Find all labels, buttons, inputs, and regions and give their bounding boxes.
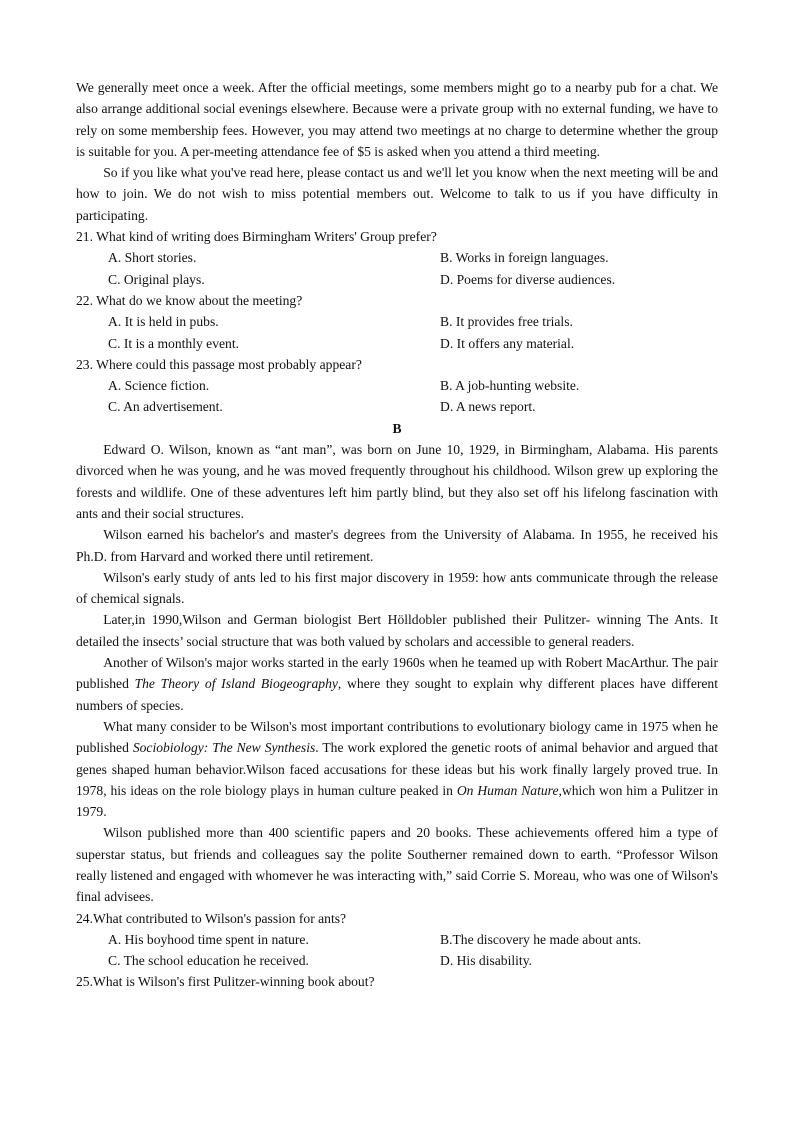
text-segment: What many consider to be Wilson's most important contributions to evolutionary biology came in 1975 when he published [76, 718, 718, 756]
question-25 [76, 971, 718, 992]
text-segment: . The work explored the genetic roots of animal behavior and argued that genes shaped human behavior.Wilson faced accusations for these ideas but his work finally largely proved true. In 1978, his ideas on the role biology plays in human culture peaked in [76, 740, 718, 798]
option-d: D. His disability. [440, 953, 533, 969]
option-a: A. His boyhood time spent in nature. [108, 931, 309, 947]
book-title: On Human Nature [456, 782, 559, 798]
text-segment: ,which won him a Pulitzer in 1979. [76, 782, 718, 820]
question-stem: 24.What contributed to Wilson's passion for ants? [76, 910, 347, 926]
section-heading: B [392, 420, 402, 436]
option-c: C. Original plays. [108, 271, 205, 287]
passage-b-paragraph-7: Wilson published more than 400 scientific papers and 20 books. These achievements offered him a type of superstar status, but friends and colleagues say the polite Southerner remained down to earth. “Professor Wilson really listened and engaged with whomever he was interacting with,” said Corrie S. Moreau, who was one of Wilson's final advisees. [76, 825, 718, 905]
question-stem: 21. What kind of writing does Birmingham Writers' Group prefer? [76, 229, 437, 245]
text-segment: , where they sought to explain why different places have different numbers of species. [76, 676, 718, 713]
question-stem: 22. What do we know about the meeting? [76, 292, 303, 308]
question-23 [76, 354, 718, 418]
option-list [76, 375, 718, 418]
passage-b-paragraph-6 [76, 716, 718, 822]
option-a: A. Science fiction. [108, 378, 210, 394]
option-list [76, 247, 718, 290]
option-d: D. A news report. [440, 399, 536, 415]
option-d: D. Poems for diverse audiences. [440, 271, 616, 287]
book-title: The Theory of Island Biogeography [134, 676, 338, 692]
passage-a-paragraph-2: So if you like what you've read here, please contact us and we'll let you know when the next meeting will be and how to join. We do not wish to miss potential members out. Welcome to talk to us if you have difficulty in participating. [76, 165, 718, 223]
option-list [76, 929, 718, 972]
option-b: B.The discovery he made about ants. [440, 931, 642, 947]
option-list [76, 311, 718, 354]
option-c: C. It is a monthly event. [108, 335, 240, 351]
text-segment: Another of Wilson's major works started in the early 1960s when he teamed up with Robert MacArthur. The pair published [76, 655, 718, 692]
option-d: D. It offers any material. [440, 335, 575, 351]
question-stem: 25.What is Wilson's first Pulitzer-winning book about? [76, 974, 375, 990]
question-21 [76, 226, 718, 290]
passage-b-paragraph-4: Later,in 1990,Wilson and German biologist Bert Hölldobler published their Pulitzer- winning The Ants. It detailed the insects’ social structure that was both valued by scholars and accessible to general readers. [76, 612, 718, 649]
option-c: C. The school education he received. [108, 953, 309, 969]
document-page [76, 77, 718, 993]
passage-b-paragraph-5 [76, 652, 718, 716]
option-b: B. It provides free trials. [440, 314, 573, 330]
option-a: A. It is held in pubs. [108, 314, 219, 330]
question-22 [76, 290, 718, 354]
passage-b-paragraph-3: Wilson's early study of ants led to his first major discovery in 1959: how ants communicate through the release of chemical signals. [76, 569, 718, 607]
question-stem: 23. Where could this passage most probably appear? [76, 356, 362, 372]
book-title: Sociobiology: The New Synthesis [132, 740, 316, 756]
passage-b-paragraph-2: Wilson earned his bachelor's and master's degrees from the University of Alabama. In 1955, he received his Ph.D. from Harvard and worked there until retirement. [76, 527, 718, 564]
option-a: A. Short stories. [108, 250, 197, 266]
option-c: C. An advertisement. [108, 399, 223, 415]
option-b: B. A job-hunting website. [440, 378, 580, 394]
option-b: B. Works in foreign languages. [440, 250, 609, 266]
passage-a-paragraph-1: We generally meet once a week. After the official meetings, some members might go to a nearby pub for a chat. We also arrange additional social evenings elsewhere. Because were a private group with no external funding, we have to rely on some membership fees. However, you may attend two meetings at no charge to determine whether the group is suitable for you. A per-meeting attendance fee of $5 is asked when you attend a third meeting. [76, 80, 718, 159]
question-24 [76, 908, 718, 972]
passage-b-paragraph-1: Edward O. Wilson, known as “ant man”, was born on June 10, 1929, in Birmingham, Alabama. His parents divorced when he was young, and he was moved frequently throughout his childhood. Wilson grew up exploring the forests and wildlife. One of these adventures left him partly blind, but they also set off his lifelong fascination with ants and their social structures. [76, 442, 718, 521]
